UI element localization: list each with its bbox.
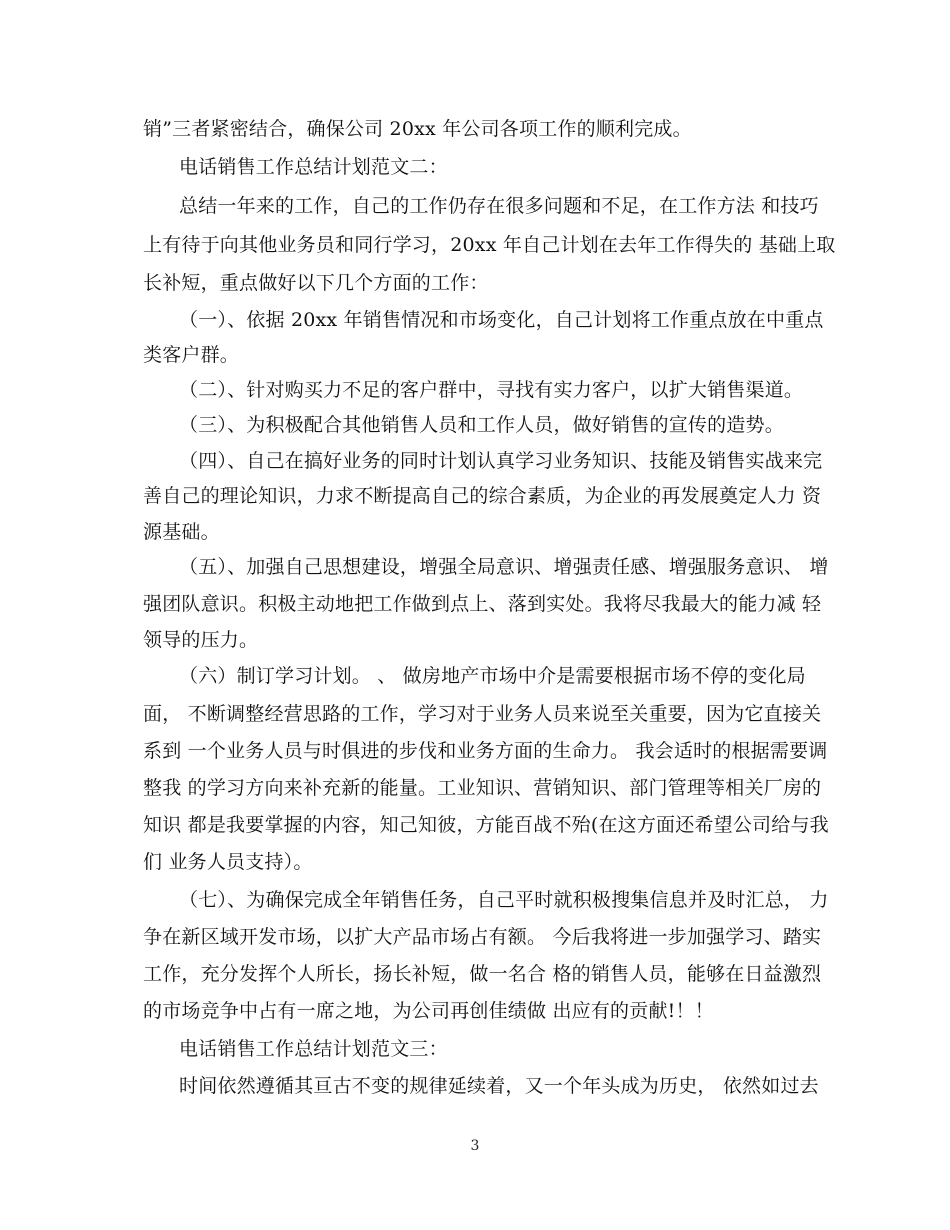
text-line-25: 的市场竞争中占有一席之地，为公司再创佳绩做 出应有的贡献!！！ — [143, 1000, 714, 1022]
text-line-6: （一）、依据 20xx 年销售情况和市场变化，自己计划将工作重点放在中重点 — [179, 309, 824, 331]
page-number: 3 — [470, 1138, 480, 1154]
text-line-23: 争在新区域开发市场，以扩大产品市场占有额。 今后我将进一步加强学习、踏实 — [143, 926, 822, 948]
text-line-22: （七）、为确保完成全年销售任务，自己平时就积极搜集信息并及时汇总， 力 — [179, 889, 829, 911]
text-line-7: 类客户群。 — [143, 344, 240, 366]
text-line-15: 领导的压力。 — [143, 629, 259, 651]
text-line-17: 面， 不断调整经营思路的工作，学习对于业务人员来说至关重要，因为它直接关 — [143, 703, 822, 725]
text-line-10: （四）、自己在搞好业务的同时计划认真学习业务知识、技能及销售实战来完 — [179, 450, 823, 472]
text-line-16: （六）制订学习计划。 、 做房地产市场中介是需要根据市场不停的变化局 — [179, 665, 806, 687]
text-line-4: 上有待于向其他业务员和同行学习，20xx 年自己计划在去年工作得失的 基础上取 — [143, 234, 836, 256]
text-line-27: 时间依然遵循其亘古不变的规律延续着，又一个年头成为历史， 依然如过去 — [179, 1075, 819, 1097]
text-line-3: 总结一年来的工作，自己的工作仍存在很多问题和不足，在工作方法 和技巧 — [179, 195, 819, 217]
text-line-8: （二）、针对购买力不足的客户群中，寻找有实力客户，以扩大销售渠道。 — [179, 379, 804, 401]
text-line-20: 知识 都是我要掌握的内容，知己知彼，方能百战不殆(在这方面还希望公司给与我 — [143, 814, 829, 836]
text-line-13: （五）、加强自己思想建设，增强全局意识、增强责任感、增强服务意识、 增 — [179, 556, 829, 578]
section-heading-2: 电话销售工作总结计划范文二： — [179, 156, 448, 178]
text-line-12: 源基础。 — [143, 521, 220, 543]
text-line-11: 善自己的理论知识，力求不断提高自己的综合素质，为企业的再发展奠定人力 资 — [143, 485, 822, 507]
text-line-1: 销”三者紧密结合，确保公司 20xx 年公司各项工作的顺利完成。 — [143, 118, 692, 140]
text-line-5: 长补短，重点做好以下几个方面的工作： — [143, 272, 489, 294]
section-heading-3: 电话销售工作总结计划范文三： — [179, 1038, 448, 1060]
text-line-24: 工作，充分发挥个人所长，扬长补短，做一名合 格的销售人员，能够在日益激烈 — [143, 963, 822, 985]
text-line-21: 们 业务人员支持）。 — [143, 851, 313, 873]
text-line-9: （三）、为积极配合其他销售人员和工作人员，做好销售的宣传的造势。 — [179, 414, 784, 436]
text-line-19: 整我 的学习方向来补充新的能量。工业知识、营销知识、部门管理等相关厂房的 — [143, 777, 822, 799]
text-line-14: 强团队意识。积极主动地把工作做到点上、落到实处。我将尽我最大的能力减 轻 — [143, 593, 822, 615]
text-line-18: 系到 一个业务人员与时俱进的步伐和业务方面的生命力。 我会适时的根据需要调 — [143, 740, 828, 762]
